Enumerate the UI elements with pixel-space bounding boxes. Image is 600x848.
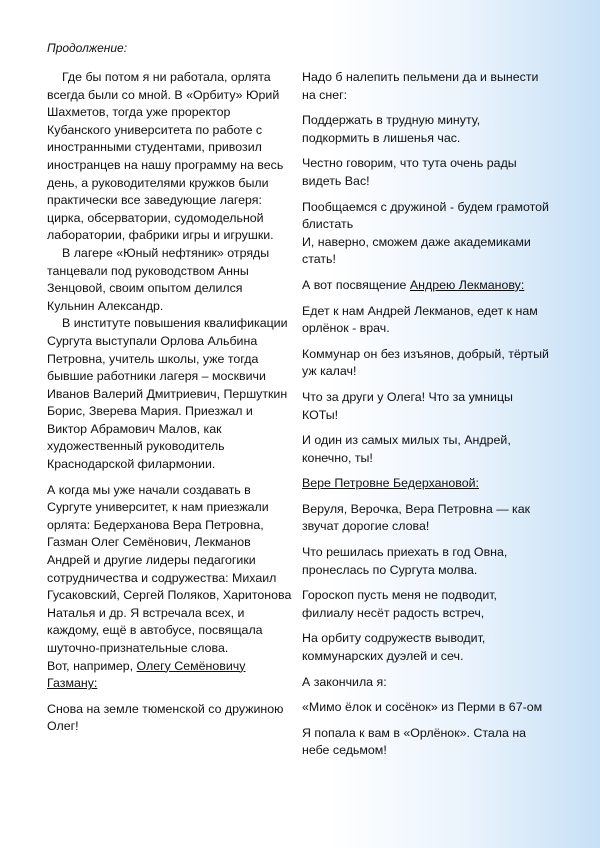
verse-gazman-6: И, наверно, сможем даже академиками стать!: [302, 234, 531, 267]
dedication-bederkhanova-heading: Вере Петровне Бедерхановой:: [302, 476, 479, 491]
verse-gazman-1: Снова на земле тюменской со дружиною Олег!: [47, 701, 284, 734]
verse-lekmanov-1: Едет к нам Андрей Лекманов, едет к нам орлёнок - врач.: [302, 303, 538, 336]
left-column: [47, 69, 293, 736]
verse-lekmanov-3: Что за други у Олега! Что за умницы КОТы!: [302, 389, 513, 422]
verse-bederkhanova-1: Веруля, Верочка, Вера Петровна — как звучат дорогие слова!: [302, 501, 531, 534]
verse-bederkhanova-3: Гороскоп пусть меня не подводит, филиалу несёт радость встреч,: [302, 588, 497, 620]
paragraph-orbita: Где бы потом я ни работала, орлята всегда были со мной. В «Орбиту» Юрий Шахметов, тогда уже проректор Кубанского университета по работе с иностранными студентами, привозил иностранцев на нашу программу на весь день, а руководителями кружков были практически все заведующие лагеря: цирка, обсерватории, судомодельной лаборатории, фабрики игры и игрушки.: [47, 70, 284, 243]
verse-lekmanov-2: Коммунар он без изъянов, добрый, тёртый уж калач!: [302, 346, 549, 379]
verse-gazman-3: Поддержать в трудную минуту, подкормить в лишенья час.: [302, 113, 481, 145]
dedication-intro-gazman: [47, 658, 293, 693]
closing-intro: А закончила я:: [302, 674, 387, 689]
dedication-lekmanov-intro-text: А вот посвящение: [302, 277, 407, 292]
dedication-gazman-heading: Олегу Семёновичу Газману:: [47, 658, 246, 691]
verse-gazman-5: Пообщаемся с дружиной - будем грамотой блистать: [302, 199, 549, 232]
right-column: [302, 69, 550, 760]
dedication-intro-lekmanov: [302, 277, 550, 295]
dedication-lekmanov-heading: Андрею Лекманову:: [409, 277, 525, 292]
closing-verse-1: «Мимо ёлок и сосёнок» из Перми в 67-ом: [302, 700, 543, 715]
paragraph-institute: В институте повышения квалификации Сургута выступали Орлова Альбина Петровна, учитель школы, уже тогда бывшие работники лагеря – москвичи Иванов Валерий Дмитриевич, Першуткин Борис, Зверева Мария. Приезжал и Виктор Абрамович Малов, как художественный руководитель Краснодарской филармонии.: [47, 316, 288, 472]
paragraph-university: А когда мы уже начали создавать в Сургуте университет, к нам приезжали орлята: Бедерханова Вера Петровна, Газман Олег Семёнович, Лекманов Андрей и другие лидеры педагогики сотрудничества и содружества: Михаил Гусаковский, Сергей Поляков, Харитонова Наталья и др. Я встречала всех, и каждому, ещё в автобусе, посвящала шуточно-признательные слова.: [47, 482, 292, 655]
dedication-intro-text: Вот, например,: [47, 658, 134, 673]
paragraph-neftyanik: В лагере «Юный нефтяник» отряды танцевали под руководством Анны Зенцовой, своим опытом делился Кульнин Александр.: [47, 245, 270, 313]
verse-gazman-4: Честно говорим, что тута очень рады видеть Вас!: [302, 156, 517, 188]
verse-bederkhanova-4: На орбиту содружеств выводит, коммунарских дуэлей и сеч.: [302, 631, 486, 664]
closing-verse-2: Я попала к вам в «Орлёнок». Стала на небе седьмом!: [302, 725, 527, 758]
continuation-label: Продолжение:: [47, 41, 128, 55]
verse-gazman-2: Надо б налепить пельмени да и вынести на снег:: [302, 70, 539, 102]
verse-lekmanov-4: И один из самых милых ты, Андрей, конечно, ты!: [302, 433, 511, 465]
verse-bederkhanova-2: Что решилась приехать в год Овна, пронеслась по Сургута молва.: [302, 545, 508, 577]
